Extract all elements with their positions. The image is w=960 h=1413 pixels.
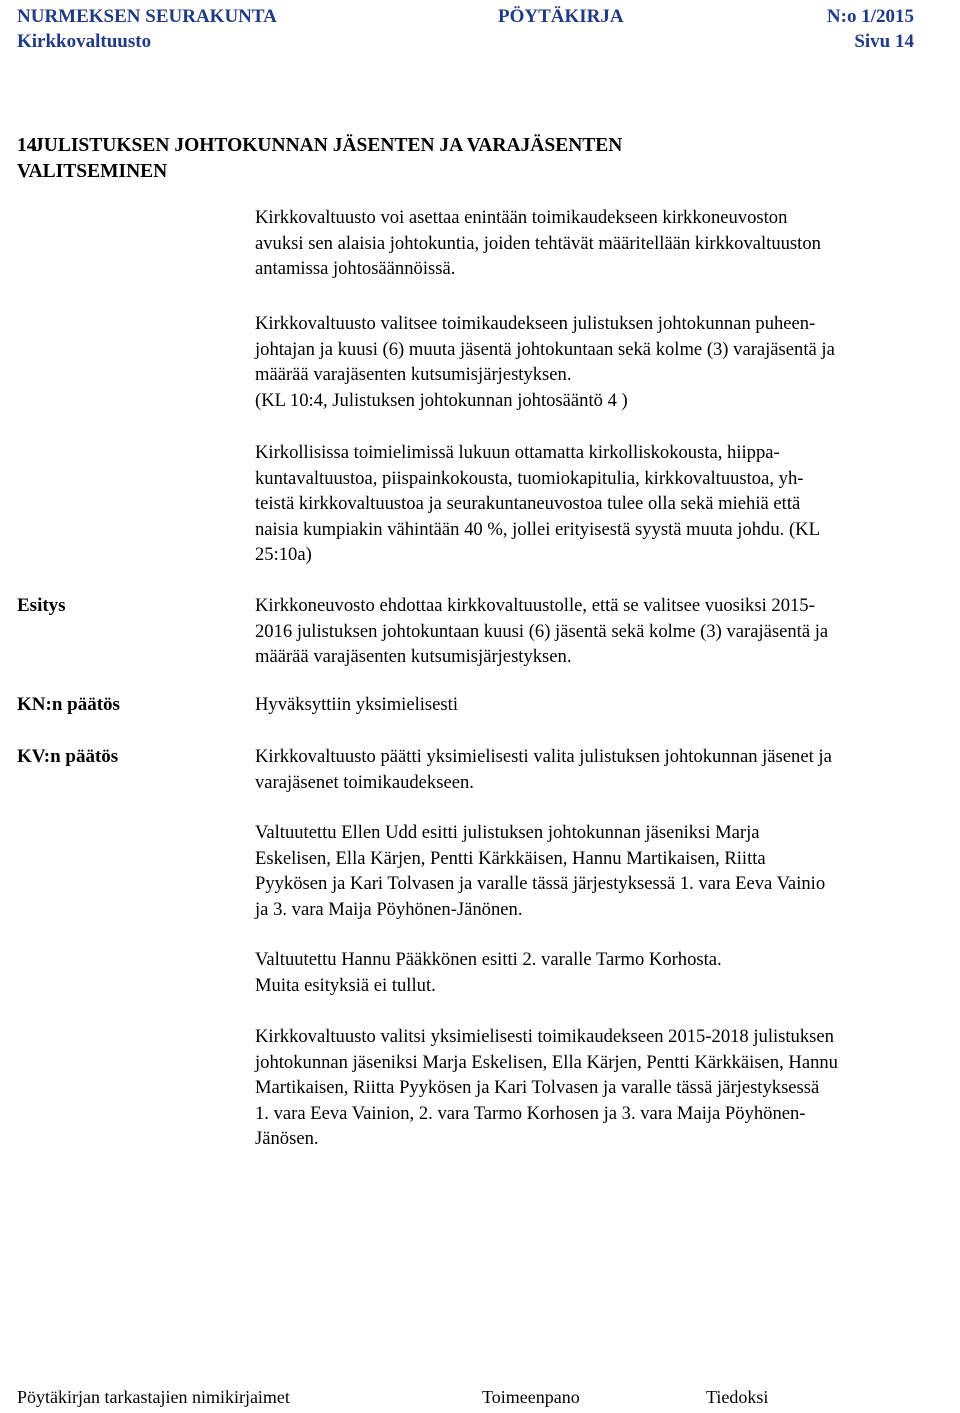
label-kn-decision: KN:n päätös (17, 694, 120, 715)
label-esitys: Esitys (17, 595, 66, 616)
org-name: NURMEKSEN SEURAKUNTA (17, 6, 277, 27)
paragraph-proposal-paakkonen (255, 947, 945, 998)
text-line: Martikaisen, Riitta Pyykösen ja Kari Tolvasen ja varalle tässä järjestyksessä (255, 1077, 820, 1098)
text-line: Valtuutettu Ellen Udd esitti julistuksen johtokunnan jäseniksi Marja (255, 822, 760, 843)
paragraph-gender-quota (255, 440, 945, 568)
text-line: Kirkkovaltuusto valitsi yksimielisesti toimikaudekseen 2015-2018 julistuksen (255, 1026, 834, 1047)
doc-type: PÖYTÄKIRJA (498, 6, 624, 27)
paragraph-intro (255, 205, 945, 282)
text-line: 2016 julistuksen johtokuntaan kuusi (6) jäsentä sekä kolme (3) varajäsentä ja (255, 620, 829, 642)
text-line: Muita esityksiä ei tullut. (255, 974, 436, 996)
text-line: Hyväksyttiin yksimielisesti (255, 694, 458, 715)
paragraph-kv-decision (255, 744, 945, 795)
text-line: määrää varajäsenten kutsumisjärjestyksen. (255, 646, 572, 667)
text-line: teistä kirkkovaltuustoa ja seurakuntaneuvostoa tulee olla sekä miehiä että (255, 493, 801, 514)
text-line: määrää varajäsenten kutsumisjärjestyksen. (255, 364, 572, 385)
text-line: Valtuutettu Hannu Pääkkönen esitti 2. varalle Tarmo Korhosta. (255, 949, 722, 970)
page-number: Sivu 14 (854, 31, 914, 52)
footer-implementation: Toimeenpano (482, 1387, 580, 1407)
text-line: Kirkollisissa toimielimissä lukuun ottamatta kirkolliskokousta, hiippa- (255, 442, 780, 463)
text-line: Eskelisen, Ella Kärjen, Pentti Kärkkäisen, Hannu Martikaisen, Riitta (255, 847, 766, 869)
text-line: Kirkkoneuvosto ehdottaa kirkkovaltuustolle, että se valitsee vuosiksi 2015- (255, 595, 815, 616)
section-number: 14 (17, 135, 37, 156)
paragraph-kn-decision (255, 692, 945, 718)
text-line: johtajan ja kuusi (6) muuta jäsentä johtokuntaan sekä kolme (3) varajäsentä ja (255, 338, 835, 360)
text-line: ja 3. vara Maija Pöyhönen-Jänönen. (255, 898, 523, 920)
text-line: Pyykösen ja Kari Tolvasen ja varalle tässä järjestyksessä 1. vara Eeva Vainio (255, 873, 826, 894)
text-line: avuksi sen alaisia johtokuntia, joiden tehtävät määritellään kirkkovaltuuston (255, 232, 821, 254)
text-line: varajäsenet toimikaudekseen. (255, 771, 474, 793)
paragraph-proposal-udd (255, 820, 945, 922)
footer-signatures: Pöytäkirjan tarkastajien nimikirjaimet (17, 1387, 290, 1407)
text-line: Kirkkovaltuusto päätti yksimielisesti valita julistuksen johtokunnan jäsenet ja (255, 746, 832, 767)
text-line: antamissa johtosäännöissä. (255, 258, 456, 279)
body-name: Kirkkovaltuusto (17, 31, 152, 52)
text-line: (KL 10:4, Julistuksen johtokunnan johtosääntö 4 ) (255, 389, 628, 411)
text-line: 1. vara Eeva Vainion, 2. vara Tarmo Korhosen ja 3. vara Maija Pöyhönen- (255, 1102, 806, 1124)
text-line: johtokunnan jäseniksi Marja Eskelisen, Ella Kärjen, Pentti Kärkkäisen, Hannu (255, 1051, 838, 1073)
text-line: naisia kumpiakin vähintään 40 %, jollei erityisestä syystä muuta johdu. (KL (255, 518, 820, 540)
text-line: kuntavaltuustoa, piispainkokousta, tuomiokapitulia, kirkkovaltuustoa, yh- (255, 467, 804, 489)
paragraph-final-decision (255, 1024, 945, 1152)
paragraph-election-rule (255, 311, 945, 413)
footer-info: Tiedoksi (706, 1387, 769, 1407)
doc-number: N:o 1/2015 (826, 6, 914, 27)
label-kv-decision: KV:n päätös (17, 746, 119, 767)
text-line: Kirkkovaltuusto valitsee toimikaudekseen julistuksen johtokunnan puheen- (255, 313, 816, 334)
section-title-line2: VALITSEMINEN (17, 161, 168, 182)
text-line: Jänösen. (255, 1128, 319, 1149)
text-line: 25:10a) (255, 544, 312, 565)
text-line: Kirkkovaltuusto voi asettaa enintään toimikaudekseen kirkkoneuvoston (255, 207, 788, 228)
paragraph-esitys (255, 593, 945, 670)
section-title-line1: JULISTUKSEN JOHTOKUNNAN JÄSENTEN JA VARAJÄSENTEN (34, 135, 623, 156)
